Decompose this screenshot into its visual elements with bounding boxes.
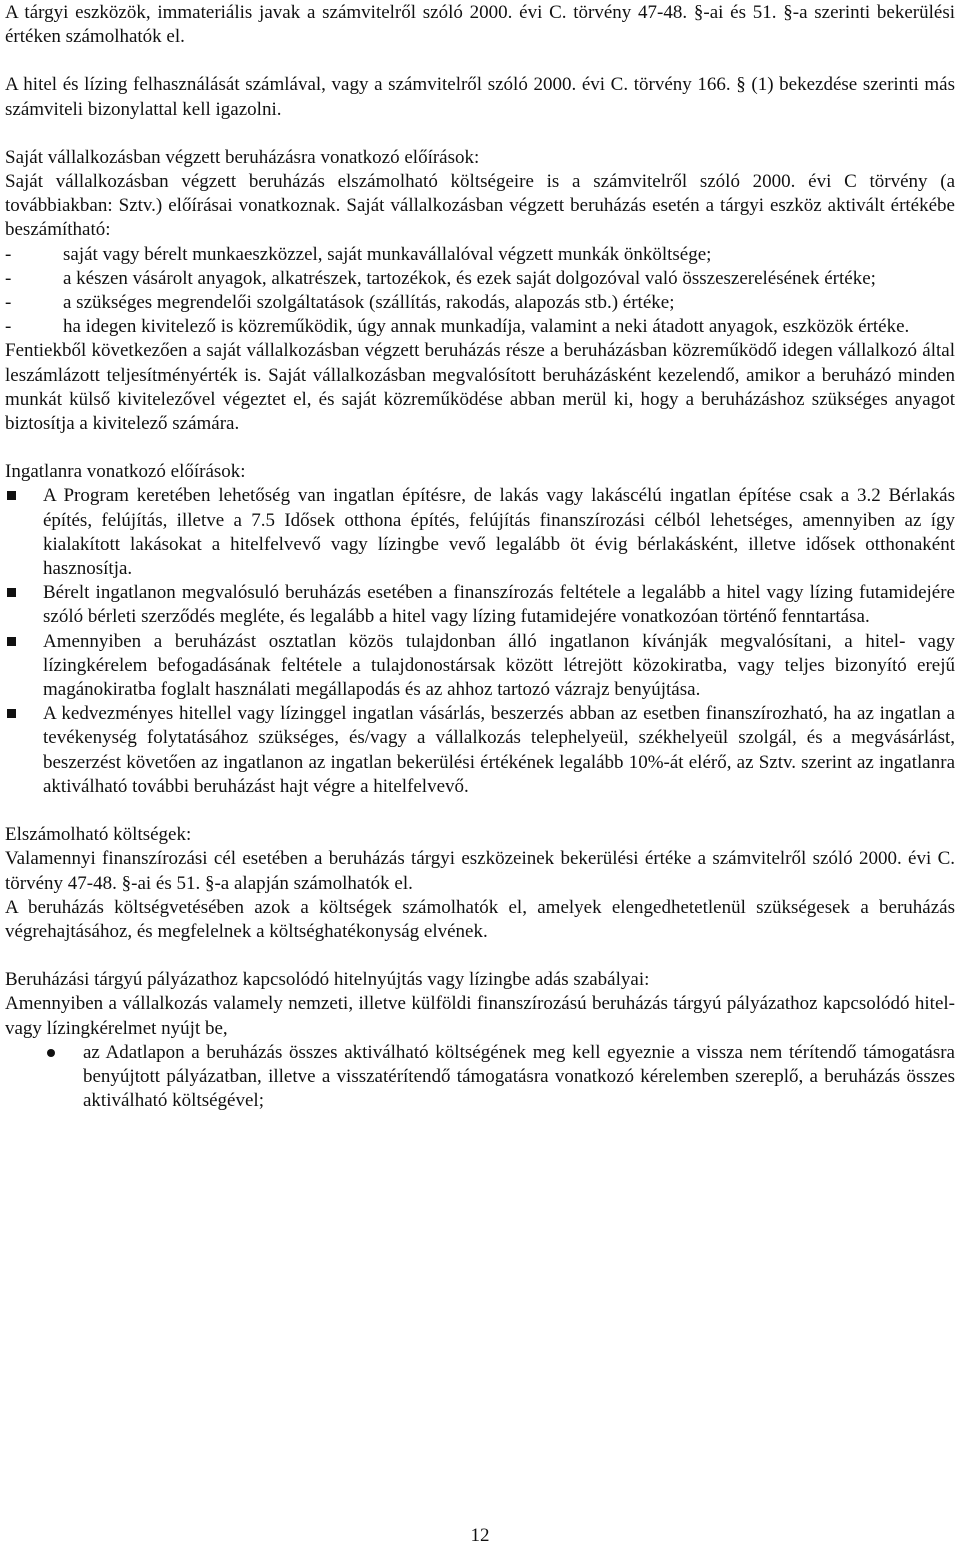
square-bullet-icon	[5, 581, 43, 629]
list-item: Bérelt ingatlanon megvalósuló beruházás esetében a finanszírozás feltétele a legalább a hitel vagy lízing futamidejére szóló bérleti szerződés megléte, és legalább a hitel vagy lízing futamidejére vonatkozóan történő fenntartása.	[5, 581, 955, 629]
square-bullet-icon	[5, 484, 43, 581]
dash-marker: -	[5, 316, 12, 338]
round-bullet-icon	[5, 1041, 83, 1114]
paragraph-tender-rules: Amennyiben a vállalkozás valamely nemzeti, illetve külföldi finanszírozású beruházás tárgyú pályázathoz kapcsolódó hitel- vagy lízingkérelmet nyújt be,	[5, 993, 955, 1039]
paragraph-own-investment: Saját vállalkozásban végzett beruházás elszámolható költségeire is a számvitelről szóló 2000. évi C törvény (a továbbiakban: Sztv.) előírásai vonatkoznak. Saját vállalkozásban végzett beruházás esetén a tárgyi eszköz aktivált értékébe beszámítható:	[5, 171, 955, 241]
list-item: - a készen vásárolt anyagok, alkatrészek, tartozékok, és ezek saját dolgozóval való összeszerelésének értéke;	[5, 267, 955, 291]
list-item: az Adatlapon a beruházás összes aktiválható költségének meg kell egyeznie a vissza nem térítendő támogatásra benyújtott pályázatban, illetve a visszatérítendő támogatásra vonatkozó kérelemben szereplő, a beruházás összes aktiválható költségével;	[5, 1041, 955, 1114]
section-heading-tender-rules: Beruházási tárgyú pályázathoz kapcsolódó hitelnyújtás vagy lízingbe adás szabályai:	[5, 969, 650, 991]
dash-list	[5, 243, 955, 340]
dash-marker: -	[5, 243, 12, 265]
square-bullet-list	[5, 484, 955, 799]
paragraph-invoice-proof: A hitel és lízing felhasználását számlával, vagy a számvitelről szóló 2000. évi C. törvény 166. § (1) bekezdése szerinti más számviteli bizonylattal kell igazolni.	[5, 74, 955, 120]
dash-marker: -	[5, 292, 12, 314]
paragraph-eligible-costs-2: A beruházás költségvetésében azok a költségek számolhatók el, amelyek elengedhetetlenül szükségesek a beruházás végrehajtásához, és megfelelnek a költséghatékonyság elvének.	[5, 896, 955, 942]
section-heading-own-investment: Saját vállalkozásban végzett beruházásra vonatkozó előírások:	[5, 146, 480, 168]
square-bullet-icon	[5, 630, 43, 703]
list-item: - saját vagy bérelt munkaeszközzel, saját munkavállalóval végzett munkák önköltsége;	[5, 243, 955, 267]
paragraph-eligible-costs-1: Valamennyi finanszírozási cél esetében a beruházás tárgyi eszközeinek bekerülési értéke a számvitelről szóló 2000. évi C. törvény 47-48. §-ai és 51. §-a alapján számolhatók el.	[5, 848, 955, 894]
paragraph-external-contractor: Fentiekből következően a saját vállalkozásban végzett beruházás része a beruházásban közreműködő idegen vállalkozó által leszámlázott teljesítményérték is. Saját vállalkozásban megvalósított beruházásként kezelendő, amikor a beruházó minden munkát külső kivitelezővel végeztet el, és saját közreműködése abban merül ki, hogy a beruházáshoz szükséges anyagot biztosítja a kivitelező számára.	[5, 340, 955, 435]
dash-marker: -	[5, 267, 12, 289]
list-item: - ha idegen kivitelező is közreműködik, úgy annak munkadíja, valamint a neki átadott anyagok, eszközök értéke.	[5, 315, 955, 339]
paragraph-acquisition-cost: A tárgyi eszközök, immateriális javak a számvitelről szóló 2000. évi C. törvény 47-48. §-ai és 51. §-a szerinti bekerülési értéken számolhatók el.	[5, 2, 955, 48]
section-heading-real-estate: Ingatlanra vonatkozó előírások:	[5, 461, 246, 483]
page-content	[5, 1, 955, 1113]
list-item: A kedvezményes hitellel vagy lízinggel ingatlan vásárlás, beszerzés abban az esetben finanszírozható, ha az ingatlan a tevékenység folytatásához szükséges, és/vagy a vállalkozás telephelyeül, székhelyeül szolgál, és a megvásárlást, beszerzést követően az ingatlanon az ingatlan bekerülési értékének legalább 10%-át elérő, az Sztv. szerint az ingatlanra aktiválható további beruházást hajt végre a hitelfelvevő.	[5, 702, 955, 799]
list-item: - a szükséges megrendelői szolgáltatások (szállítás, rakodás, alapozás stb.) értéke;	[5, 291, 955, 315]
section-heading-eligible-costs: Elszámolható költségek:	[5, 824, 192, 846]
page-number: 12	[470, 1525, 490, 1546]
dot-bullet-list	[5, 1041, 955, 1114]
list-item: Amennyiben a beruházást osztatlan közös tulajdonban álló ingatlanon kívánják megvalósítani, a hitel- vagy lízingkérelem befogadásának feltétele a tulajdonostársak között létrejött közokiratba, vagy teljes bizonyító erejű magánokiratba foglalt használati megállapodás és az ahhoz tartozó vázrajz benyújtása.	[5, 630, 955, 703]
list-item: A Program keretében lehetőség van ingatlan építésre, de lakás vagy lakáscélú ingatlan építése csak a 3.2 Bérlakás építés, felújítás, illetve a 7.5 Idősek otthona építés, felújítás finanszírozási célból lehetséges, amennyiben az így kialakított lakásokat a hitelfelvevő vagy lízingbe vevő legalább öt évig bérlakásként, illetve idősek otthonaként hasznosítja.	[5, 484, 955, 581]
square-bullet-icon	[5, 702, 43, 799]
